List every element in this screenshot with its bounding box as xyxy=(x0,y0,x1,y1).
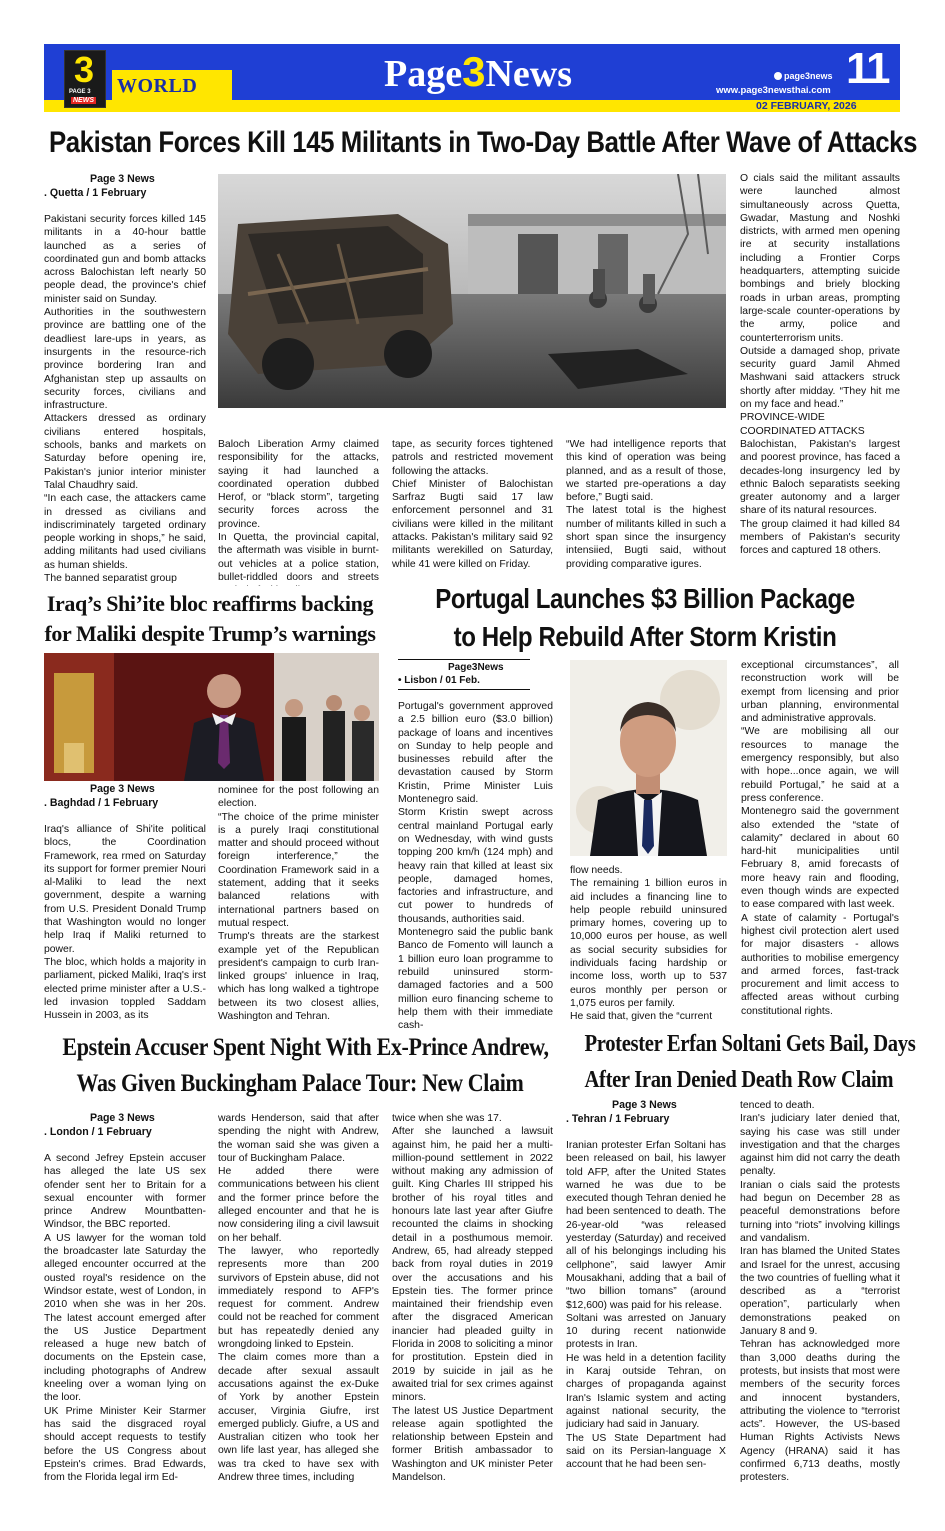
paragraph: Balochistan, Pakistan's largest and poorest province, has faced a decades-long insurgency led by ethnic Baloch separatists seeking greater autonomy and a larger share of its natural resources. xyxy=(740,438,900,517)
paragraph: nominee for the post following an election. xyxy=(218,785,379,810)
portugal-byline-source: Page3News xyxy=(448,662,504,673)
iran-byline xyxy=(566,1099,726,1126)
paragraph: Iran's judiciary later denied that, saying his case was still under investigation and that the charges against him did not carry the death penalty. xyxy=(740,1113,900,1178)
paragraph: PROVINCE-WIDE COORDINATED ATTACKS xyxy=(740,412,865,437)
paragraph: Soltani was arrested on January 10 during recent nationwide protests in Iran. xyxy=(566,1312,726,1351)
social-handle xyxy=(774,71,833,81)
section-label: WORLD xyxy=(117,75,198,97)
portugal-headline-line-1: Portugal Launches $3 Billion Package xyxy=(435,583,855,614)
paragraph: A state of calamity - Portugal's highest civil protection alert used for major disasters - allows authorities to mobilise emergency and armed forces, fast-track procurement and limit access to affected areas without curbing constitutional rights. xyxy=(741,912,899,1017)
pakistan-headline: Pakistan Forces Kill 145 Militants in Two-Day Battle After Wave of Attacks xyxy=(48,126,918,159)
iraq-byline xyxy=(44,783,206,810)
paragraph: Attackers dressed as ordinary civilians entered hospitals, schools, banks and markets on Saturday before opening ire, Pakistan's junior interior minister Talal Chaudhry said. xyxy=(44,413,206,491)
epstein-headline-line-1: Epstein Accuser Spent Night With Ex-Prince Andrew, xyxy=(62,1034,549,1061)
paragraph: Storm Kristin swept across central mainland Portugal early on Wednesday, with wind gusts topping 200 km/h (124 mph) and heavy rain that killed at least six people, damaged homes, factories and infrastructure, and cut power to hundreds of thousands, authorities said. xyxy=(398,807,553,925)
paragraph: A second Jefrey Epstein accuser has alleged the late US sex ofender sent her to Britain for a sexual encounter with former prince Andrew Mountbatten-Windsor, the BBC reported. xyxy=(44,1153,206,1231)
website: www.page3newsthai.com xyxy=(716,85,831,96)
iran-headline xyxy=(560,1026,916,1098)
paragraph: O cials said the militant assaults were launched almost simultaneously across Quetta, Gwadar, Mastung and Noshki districts, with armed men opening ire at security installations including a Frontier Corps headquarters, attempting suicide bombings and briely blocking roads in urban areas, prompting large-scale counter-operations by the army, police and counterterrorism units. xyxy=(740,173,900,344)
paragraph: tenced to death. xyxy=(740,1100,815,1111)
masthead-title xyxy=(378,50,578,96)
portugal-byline-rule xyxy=(398,659,530,660)
paragraph: Iranian o cials said the protests had begun on December 28 as peaceful demonstrations before turning into “riots” involving killings and vandalism. xyxy=(740,1179,900,1244)
paragraph: He was held in a detention facility in Karaj outside Tehran, on charges of propaganda against Iran's Islamic system and acting against national security, the judiciary had said in January. xyxy=(566,1352,726,1431)
paragraph: “The choice of the prime minister is a purely Iraqi constitutional matter and should proceed without foreign interference,” the Coordination Framework said in a statement, adding that it seeks balanced relations with international partners based on mutual respect. xyxy=(218,811,379,929)
issue-date: 02 FEBRUARY, 2026 xyxy=(756,100,857,112)
iran-column-1 xyxy=(566,1139,726,1491)
portugal-photo-svg xyxy=(570,660,727,856)
title-news: News xyxy=(485,53,572,95)
paragraph: Tehran has acknowledged more than 3,000 deaths during the protests, but insists that most were members of the security forces and innocent bystanders, attributing the violence to “terrorist acts”. However, the US-based Human Rights Activists News Agency (HRANA) said it has confirmed 6,713 deaths, mostly protesters. xyxy=(740,1339,900,1484)
pakistan-column-4 xyxy=(566,438,726,586)
portugal-byline xyxy=(398,659,558,690)
paragraph: He said that, given the “current xyxy=(570,1011,713,1023)
pakistan-column-1 xyxy=(44,213,206,587)
pakistan-column-5 xyxy=(740,172,900,586)
iraq-byline-place: . Baghdad / 1 February xyxy=(44,796,159,809)
paragraph: He added there were communications between his client and the former prince before the alleged encounter and that he is now considering iling a civil lawsuit on her behalf. xyxy=(218,1166,379,1244)
paragraph: The latest US Justice Department release again spotlighted the relationship between Epstein and former British ambassador to Washington and UK minister Peter Mandelson. xyxy=(392,1405,553,1484)
paragraph: In Quetta, the provincial capital, the aftermath was visible in burnt-out vehicles at a police station, bullet-riddled doors and streets xyxy=(218,532,379,583)
iraq-headline-line-1: Iraq’s Shi’ite bloc reaffirms backing xyxy=(46,591,374,616)
paragraph: tape, as security forces tightened patrols and restricted movement following the attacks. xyxy=(392,439,553,477)
iraq-headline xyxy=(40,589,380,649)
pakistan-column-2 xyxy=(218,438,379,586)
paragraph: exceptional circumstances”, all reconstruction work will be exempt from licensing and prior urban planning, environmental and administrative approvals. xyxy=(741,660,899,725)
epstein-headline-line-2: Was Given Buckingham Palace Tour: New Claim xyxy=(76,1070,524,1097)
paragraph: Iraq's alliance of Shi'ite political blocs, the Coordination Framework, rea rmed on Saturday its support for former premier Nouri al-Maliki to lead the next government, despite a warning from U.S. President Donald Trump that Washington would no longer help Iraq if Maliki returned to power. xyxy=(44,824,206,955)
iraq-byline-source: Page 3 News xyxy=(90,783,155,795)
title-3: 3 xyxy=(462,48,486,95)
epstein-byline xyxy=(44,1112,206,1139)
pakistan-byline xyxy=(44,173,206,200)
pakistan-photo-svg xyxy=(218,174,726,408)
paragraph: Pakistani security forces killed 145 militants in a 40-hour battle launched as a series of coordinated gun and bomb attacks across Balochistan left nearly 50 people dead, the province's chief minister said on Sunday. xyxy=(44,214,206,305)
iraq-photo-svg xyxy=(44,653,379,781)
logo xyxy=(64,50,106,108)
paragraph: The latest total is the highest number of militants killed in such a short span since the insurgency intensiied, Bugti said, without providing comparative igures. xyxy=(566,505,726,570)
masthead xyxy=(44,44,900,112)
paragraph: The remaining 1 billion euros in aid includes a financing line to help people rebuild uninsured primary homes, covering up to 10,000 euros per house, as well as social security subsidies for individuals facing hardship or income loss, worth up to 537 euros monthly per person or 1,075 euros per family. xyxy=(570,878,727,1009)
iraq-photo xyxy=(44,653,379,781)
paragraph: The group claimed it had killed 84 members of Pakistan's security forces and captured 18 others. xyxy=(740,518,900,557)
paragraph: Portugal's government approved a 2.5 billion euro ($3.0 billion) package of loans and incentives on Sunday to help people and businesses rebuild after the devastation caused by Storm Kristin, Prime Minister Luis Montenegro said. xyxy=(398,701,553,806)
paragraph: flow needs. xyxy=(570,865,623,876)
paragraph: Chief Minister of Balochistan Sarfraz Bugti said 17 law enforcement personnel and 31 civilians were killed in the militant attacks. Pakistan's military said 92 militants werekilled on Saturday, while 41 were killed on Friday. xyxy=(392,478,553,570)
iran-column-2 xyxy=(740,1099,900,1491)
paragraph: Montenegro said the government also extended the “state of calamity” declared in about 60 hard-hit municipalities until February 8, amid forecasts of more heavy rain and flooding, even though winds are expected to ease compared with last week. xyxy=(741,806,899,911)
iran-headline-line-1: Protester Erfan Soltani Gets Bail, Days xyxy=(584,1031,916,1057)
iraq-headline-line-2: for Maliki despite Trump’s warnings xyxy=(44,621,376,646)
paragraph: Baloch Liberation Army claimed responsibility for the attacks, saying it had launched a coordinated operation dubbed Herof, or “black storm”, targeting security forces across the province. xyxy=(218,439,379,530)
logo-number: 3 xyxy=(74,49,95,90)
epstein-byline-source: Page 3 News xyxy=(90,1112,155,1124)
page-number: 11 xyxy=(846,44,889,93)
paragraph: Trump's threats are the starkest example yet of the Republican president's campaign to curb Iran-linked groups' inluence in Iraq, which has long walked a tightrope between its two closest allies, Washington and Tehran. xyxy=(218,931,379,1023)
iran-byline-place: . Tehran / 1 February xyxy=(566,1112,670,1125)
paragraph: Iranian protester Erfan Soltani has been released on bail, his lawyer told AFP, after the United States warned he was due to be executed though Tehran denied he had been sentenced to death. The 26-year-old “was released yesterday (Saturday) and received all of his belongings including his cellphone”, said lawyer Amir Mousakhani, adding that a bail of “two billion tomans” (around $12,600) was paid for his release. xyxy=(566,1140,726,1311)
portugal-headline xyxy=(434,580,855,656)
paragraph: Montenegro said the public bank Banco de Fomento will launch a 1 billion euro loan programme to rebuild uninsured storm-damaged factories and a 500 million euro financing scheme to help them with their immediate cash- xyxy=(398,927,553,1030)
portugal-byline-rule-bottom xyxy=(398,689,530,690)
epstein-headline xyxy=(30,1030,570,1102)
epstein-column-1 xyxy=(44,1152,206,1492)
paragraph: The claim comes more than a decade after sexual assault accusations against the ex-Duke of York by another Epstein accuser, Virginia Giufre, irst emerged publicly. Giufre, a US and Australian citizen who took her own life last year, has alleged she was tra cked to have sex with Andrew three times, including xyxy=(218,1352,379,1484)
pakistan-byline-place: . Quetta / 1 February xyxy=(44,186,147,199)
social-icon xyxy=(774,72,782,80)
logo-caption: PAGE 3 xyxy=(69,89,91,95)
paragraph: “We are mobilising all our resources to manage the emergency responsibly, but also with hope...once again, we will rebuild Portugal,” he said at a press conference. xyxy=(741,726,899,804)
iraq-column-2 xyxy=(218,784,379,1024)
paragraph: Authorities in the southwestern province are battling one of the deadliest lare-ups in years, as insurgents in the resource-rich province bordering Iran and Afghanistan step up assaults on security forces, civilians and infrastructure. xyxy=(44,307,206,412)
paragraph: Outside a damaged shop, private security guard Jamil Ahmed Mashwani said attackers struck shortly after midday. “They hit me on my face and head.” xyxy=(740,345,900,411)
paragraph: The banned separatist group xyxy=(44,573,177,585)
paragraph: “In each case, the attackers came in dressed as civilians and indiscriminately targeted ordinary people working in shops,” he said, adding militants had used civilians as human shields. xyxy=(44,493,206,571)
paragraph: Iran has blamed the United States and Israel for the unrest, accusing the two countries of fuelling what it described as a “terrorist operation”, particularly when demonstrations peaked on January 8 and 9. xyxy=(740,1246,900,1338)
portugal-column-1 xyxy=(398,700,553,1030)
pakistan-photo xyxy=(218,174,726,408)
portugal-headline-line-2: to Help Rebuild After Storm Kristin xyxy=(453,621,837,652)
paragraph: The bloc, which holds a majority in parliament, picked Maliki, Iraq's irst elected prime minister after a U.S.-led invasion toppled Saddam Hussein in 2003, as its xyxy=(44,956,206,1022)
pakistan-byline-source: Page 3 News xyxy=(90,173,155,185)
logo-news: NEWS xyxy=(73,97,94,104)
pakistan-column-3 xyxy=(392,438,553,586)
paragraph: UK Prime Minister Keir Starmer has said the disgraced royal should accept requests to testify before the US Congress about Epstein's crimes. Brad Edwards, from the Florida legal irm Ed- xyxy=(44,1405,206,1484)
portugal-column-2 xyxy=(570,864,727,1026)
iraq-column-1 xyxy=(44,823,206,1023)
paragraph: “We had intelligence reports that this kind of operation was being planned, and as a result of those, we started pre-operations a day before,” Bugti said. xyxy=(566,439,726,504)
portugal-byline-place: • Lisbon / 01 Feb. xyxy=(398,675,480,686)
paragraph: The lawyer, who reportedly represents more than 200 survivors of Epstein abuse, did not immediately respond to AFP's request for comment. Andrew could not be reached for comment but has repeatedly denied any wrongdoing linked to Epstein. xyxy=(218,1245,379,1351)
paragraph: The US State Department had said on its Persian-language X account that he had been sen- xyxy=(566,1432,726,1471)
title-page: Page xyxy=(384,53,463,95)
iran-byline-source: Page 3 News xyxy=(612,1099,677,1111)
paragraph: twice when she was 17. xyxy=(392,1113,502,1124)
portugal-photo xyxy=(570,660,727,856)
epstein-byline-place: . London / 1 February xyxy=(44,1125,152,1138)
paragraph: After she launched a lawsuit against him, he paid her a multi-million-pound settlement in 2022 without making any admission of guilt. King Charles III stripped his brother of his royal titles and honours late last year after Giufre recounted the claims in shocking detail in a posthumous memoir. Andrew, 65, had already stepped back from royal duties in 2019 over the accusations and his Epstein ties. The former prince maintained their friendship even after the disgraced American inancier had pleaded guilty in Florida in 2008 to soliciting a minor for prostitution. Epstein died in 2019 by suicide in jail as he awaited trial for sex crimes against minors. xyxy=(392,1126,553,1404)
paragraph: A US lawyer for the woman told the broadcaster late Saturday the alleged encounter occurred at the ousted royal's residence on the Windsor estate, west of London, in 2010 when she was in her 20s. The latest account emerged after the US Justice Department released a huge new batch of documents on the Epstein case, including photographs of Andrew kneeling over a woman lying on the loor. xyxy=(44,1232,206,1404)
social-text: page3news xyxy=(784,71,833,81)
paragraph: wards Henderson, said that after spending the night with Andrew, the woman said she was given a tour of Buckingham Palace. xyxy=(218,1113,379,1164)
epstein-column-2 xyxy=(218,1112,379,1492)
portugal-column-3 xyxy=(741,659,899,1029)
iran-headline-line-2: After Iran Denied Death Row Claim xyxy=(584,1067,894,1093)
epstein-column-3 xyxy=(392,1112,553,1492)
